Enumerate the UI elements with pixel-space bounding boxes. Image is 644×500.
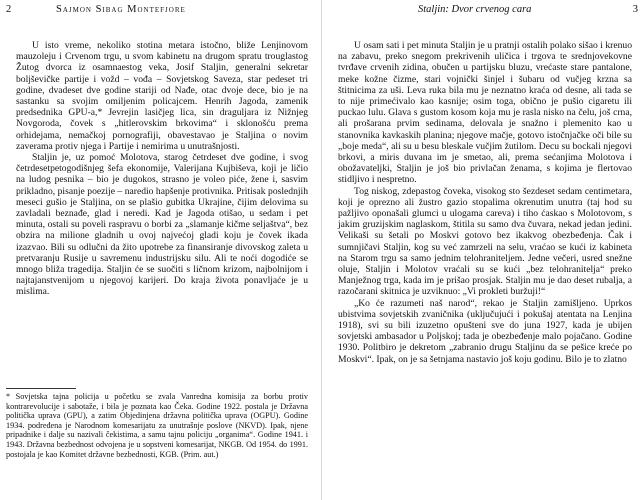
right-paragraph-3: „Ko će razumeti naš narod“, rekao je Staljin zamišljeno. Uprkos ubistvima sovjetskih zvaničnika (uključujući i pokušaj atentata na Lenjina 1918), svi su bili izuzetno opušteni sve do juna 1927, kada je ubijen sovjetski ambasador u Poljskoj; tada je obezbeđenje malo pojačano. Godine 1930. Politbiro je dekretom „zabranio drugu Staljinu da se pešice kreće po Moskvi“. Ipak, on je sa šetnjama nastavio još koju godinu. Bilo je to zlatno [338, 297, 632, 365]
right-running-head: Staljin: Dvor crvenog cara [418, 4, 532, 15]
left-paragraph-2: Staljin je, uz pomoć Molotova, starog četrdeset dve godine, i svog četrdesetpetogodišnjeg šefa ekonomije, Valerijana Kujbiševa, koji je ličio na ludog pesnika – bio je dugokos, strasno je voleo piće, žene i, sasvim prikladno, pisanje poezije – naredio hapšenje protivnika. Pritisak poslednjih meseci gušio je Staljina, on se plašio gubitka Ukrajine, čijim delovima su zavladali beznađe, glad i neredi. Kad je Jagoda otišao, u sedam i pet minuta, ostali su poveli raspravu o borbi za „slamanje kičme seljaštva“, bez obzira na milione gladnih u ovoj najvećoj gladi koju je čovek ikada izazvao. Bili su odlučni da žito upotrebe za finansiranje divovskog zaleta u pretvaranju Rusije u savremenu industrijsku silu. Ali te noći dogodiće se mnogo bliža tragedija. Staljin će se suočiti s ličnom krizom, najbolnijom i najtajanstvenijom u njegovoj karijeri. Do kraja života ponavljaće je u mislima. [16, 152, 308, 298]
left-running-head: Sajmon Sibag Montefjore [56, 4, 186, 15]
left-paragraph-1: U isto vreme, nekoliko stotina metara istočno, bliže Lenjinovom mauzoleju i Crvenom trgu, u svom kabinetu na drugom spratu trouglastog Žutog dvorca iz osamnaestog veka, Josif Staljin, generalni sekretar boljševičke partije i vožd – vođa – Sovjetskog Saveza, star pedeset tri godine, dvadeset dve godine stariji od Nađe, otac dvoje dece, bio je na sastanku sa svojim omiljenim policajcem. Henrih Jagoda, zamenik predsednika GPU-a,* Jevrejin lasičjeg lica, sin draguljara iz Nižnjeg Novgoroda, čovek s „hitlerovskim brkovima“ i sklonošću prema orhidejama, nemačkoj pornografiji, obavestavao je Staljina o novim zaverama protiv njega i Partije i nemirima u unutrašnjosti. [16, 40, 308, 152]
right-page-header [338, 3, 638, 17]
footnote: * Sovjetska tajna policija u početku se zvala Vanredna komisija za borbu protiv kontrarevolucije i sabotaže, i bila je poznata kao Čeka. Godine 1922. postala je Državna politička uprava (GPU), a zatim Objedinjena državna politička uprava (OGPU). Godine 1934. podređena je Narodnom komesarijatu za unutrašnje poslove (NKVD). Ipak, njene pripadnike i dalje su nazivali čekistima, a samu tajnu policiju „organima“. Godine 1941. i 1943. Državna bezbednost odvojena je u sopstveni komesarijat, NKGB. Od 1954. do 1991. postojala je kao Komitet državne bezbednosti, KGB. (Prim. aut.) [6, 392, 308, 459]
right-page-number: 3 [632, 4, 638, 15]
left-page-header [6, 3, 312, 17]
left-page-number: 2 [6, 4, 12, 15]
right-paragraph-1: U osam sati i pet minuta Staljin je u pratnji ostalih polako sišao i krenuo na zabavu, preko snegom prekrivenih uličica i trgova te srednjovekovne tvrđave crvenih zidina, obučen u partijsku bluzu, vrećaste stare pantalone, meke kožne čizme, stari vojnički šinjel i šubaru od vučjeg krzna sa štitnicima za uši. Leva ruka bila mu je neznatno kraća od desne, ali tada se to nije primećivalo kao kasnije; osim toga, obično je pušio cigaretu ili puckao lulu. Glava s gustom kosom koja mu je rasla nisko na čelu, još crna, ali prošarana prvim sedinama, delovala je snažno i plemenito kao u stanovnika kavkaskih planina; njegove mačje, gotovo istočnjačke oči bile su „boje meda“, ali su u besu bleskale vučjim žutilom. Decu su bockali njegovi brkovi, a miris duvana im je smetao, ali, prema sećanjima Molotova i obožavateljki, Staljin je još bio privlačan ženama, s kojima je flertovao stidljivo i nespretno. [338, 40, 632, 186]
right-paragraph-2: Tog niskog, zdepastog čoveka, visokog sto šezdeset sedam centimetara, koji je oprezno ali žustro gazio stopalima okrenutim unutra (taj hod su pažljivo oponašali glumci u ulogama careva) i tiho ćaskao s Molotovom, s jakim gruzijskim naglaskom, štitila su samo dva čuvara, nekad jedan jedini. Velikaši su šetali po Moskvi gotovo bez ikakvog obezbeđenja. Čak i sumnjičavi Staljin, kog su već zamrzeli na selu, vraćao se kući iz kabineta na Starom trgu sa samo jednim telohraniteljem. Jedne večeri, usred snežne oluje, Staljin i Molotov vraćali su se kući „bez telohranitelja“ preko Manježnog trga, kada im je prišao prosjak. Staljin mu je dao deset rubalja, a razočarani skitnica je uzviknuo: „Vi prokleti buržuji!“ [338, 185, 632, 298]
right-page [326, 0, 644, 500]
left-page-body [16, 40, 308, 298]
right-page-body [338, 40, 632, 365]
footnote-rule [6, 388, 76, 389]
left-page [0, 0, 318, 500]
book-gutter [321, 0, 322, 500]
